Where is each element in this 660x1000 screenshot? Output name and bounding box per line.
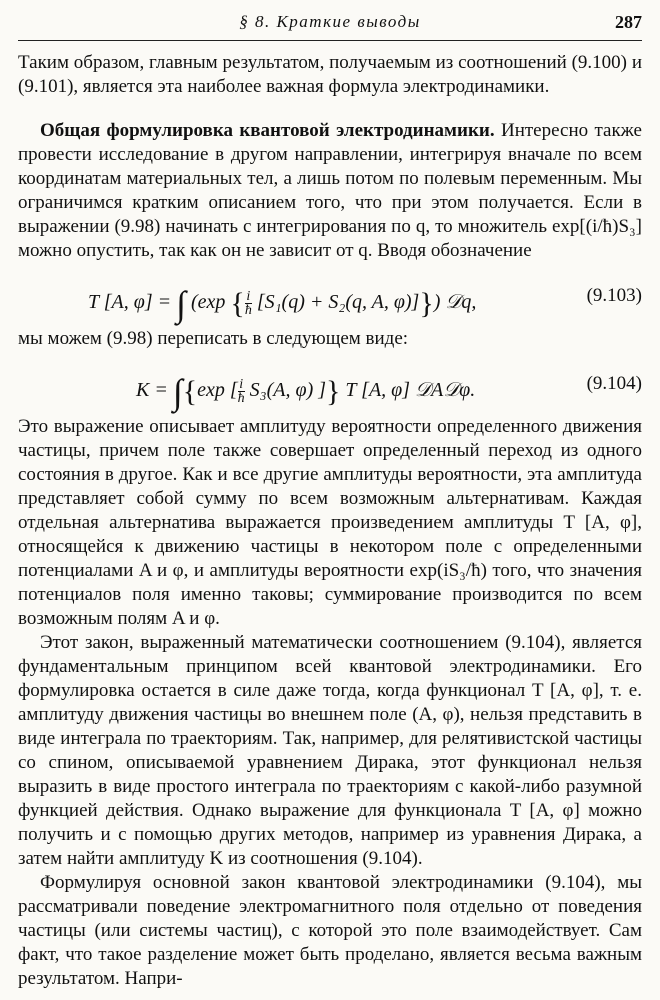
- equation-9-104: [18, 361, 642, 412]
- right-brace-icon: }: [419, 287, 434, 320]
- equation-number: (9.104): [586, 373, 642, 394]
- left-brace-icon: {: [230, 287, 245, 320]
- equation-number: (9.103): [586, 285, 642, 306]
- paragraph-3: мы можем (9.98) переписать в следующем виде:: [18, 328, 409, 349]
- paragraph-6: Формулируя основной закон квантовой электродинамики (9.104), мы рассматривали поведение электромагнитного поля отдельно от поведения частицы (или системы частиц), с которой это поле взаимодействует. Сам факт, что такое разделение может быть проделано, является весьма важным результатом. Напри-: [18, 872, 642, 989]
- right-brace-icon: }: [326, 375, 341, 408]
- paragraph-heading: Общая формулировка квантовой электродинамики.: [40, 120, 495, 141]
- paragraph-2: [18, 119, 642, 263]
- left-brace-icon: {: [182, 375, 198, 408]
- fraction: $\frac{i}{ħ}$: [237, 377, 245, 406]
- paragraph-4: Это выражение описывает амплитуду вероятности определенного движения частицы, причем поле также совершает определенный переход из одного состояния в другое. Как и все другие амплитуды вероятности, эта амплитуда представляет собой сумму по всем возможным альтернативам. Каждая отдельная альтернатива выражается произведением амплитуды T [A, φ], относящейся к движению частицы в некотором поле с определенными потенциалами A и φ, и амплитуды вероятности exp(iS₃/ħ) того, что значения потенциалов поля именно таковы; суммирование производится по всем возможным полям A и φ.: [18, 416, 642, 629]
- paragraph-5: Этот закон, выраженный математически соотношением (9.104), является фундаментальным принципом всей квантовой электродинамики. Его формулировка остается в силе даже тогда, когда функционал T [A, φ], т. е. амплитуду движения частицы во внешнем поле (A, φ), нельзя представить в виде интеграла по траекториям. Так, например, для релятивистской частицы со спином, описываемой уравнением Дирака, этот функционал нельзя выразить в виде простого интеграла по траекториям с какой-либо разумной функцией действия. Однако выражение для функционала T [A, φ] можно получить и с помощью других методов, например из уравнения Дирака, а затем найти амплитуду K из соотношения (9.104).: [18, 632, 642, 869]
- equation-body: T [A, φ] = ∫ (exp { $\frac{i}{ħ}$ [S₁(q) + S₂(q, A, φ)]}) 𝒟q,: [88, 284, 477, 324]
- equation-9-103: [18, 273, 642, 324]
- equation-lhs: K =: [136, 379, 173, 401]
- page-number: 287: [615, 12, 642, 32]
- equation-lhs: T [A, φ] =: [88, 291, 177, 313]
- running-header: [18, 0, 642, 41]
- integral-sign-icon: ∫: [172, 372, 183, 412]
- fraction: $\frac{i}{ħ}$: [244, 289, 252, 318]
- integral-sign-icon: ∫: [176, 284, 186, 324]
- paragraph-2-text: Интересно также провести исследование в другом направлении, интегрируя вначале по всем координатам материальных тел, а лишь потом по полевым переменным. Мы ограничимся кратким описанием того, что при этом получается. Если в выражении (9.98) начинать с интегрирования по q, то множитель exp[(i/ħ)S₃] можно опустить, так как он не зависит от q. Вводя обозначение: [18, 120, 642, 261]
- section-title: § 8. Краткие выводы: [239, 12, 421, 31]
- equation-body: K = ∫{exp [ $\frac{i}{ħ}$ S₃(A, φ) ]} T [A, φ] 𝒟A𝒟φ.: [136, 372, 476, 412]
- paragraph-1: Таким образом, главным результатом, получаемым из соотношений (9.100) и (9.101), является эта наиболее важная формула электродинамики.: [18, 52, 642, 97]
